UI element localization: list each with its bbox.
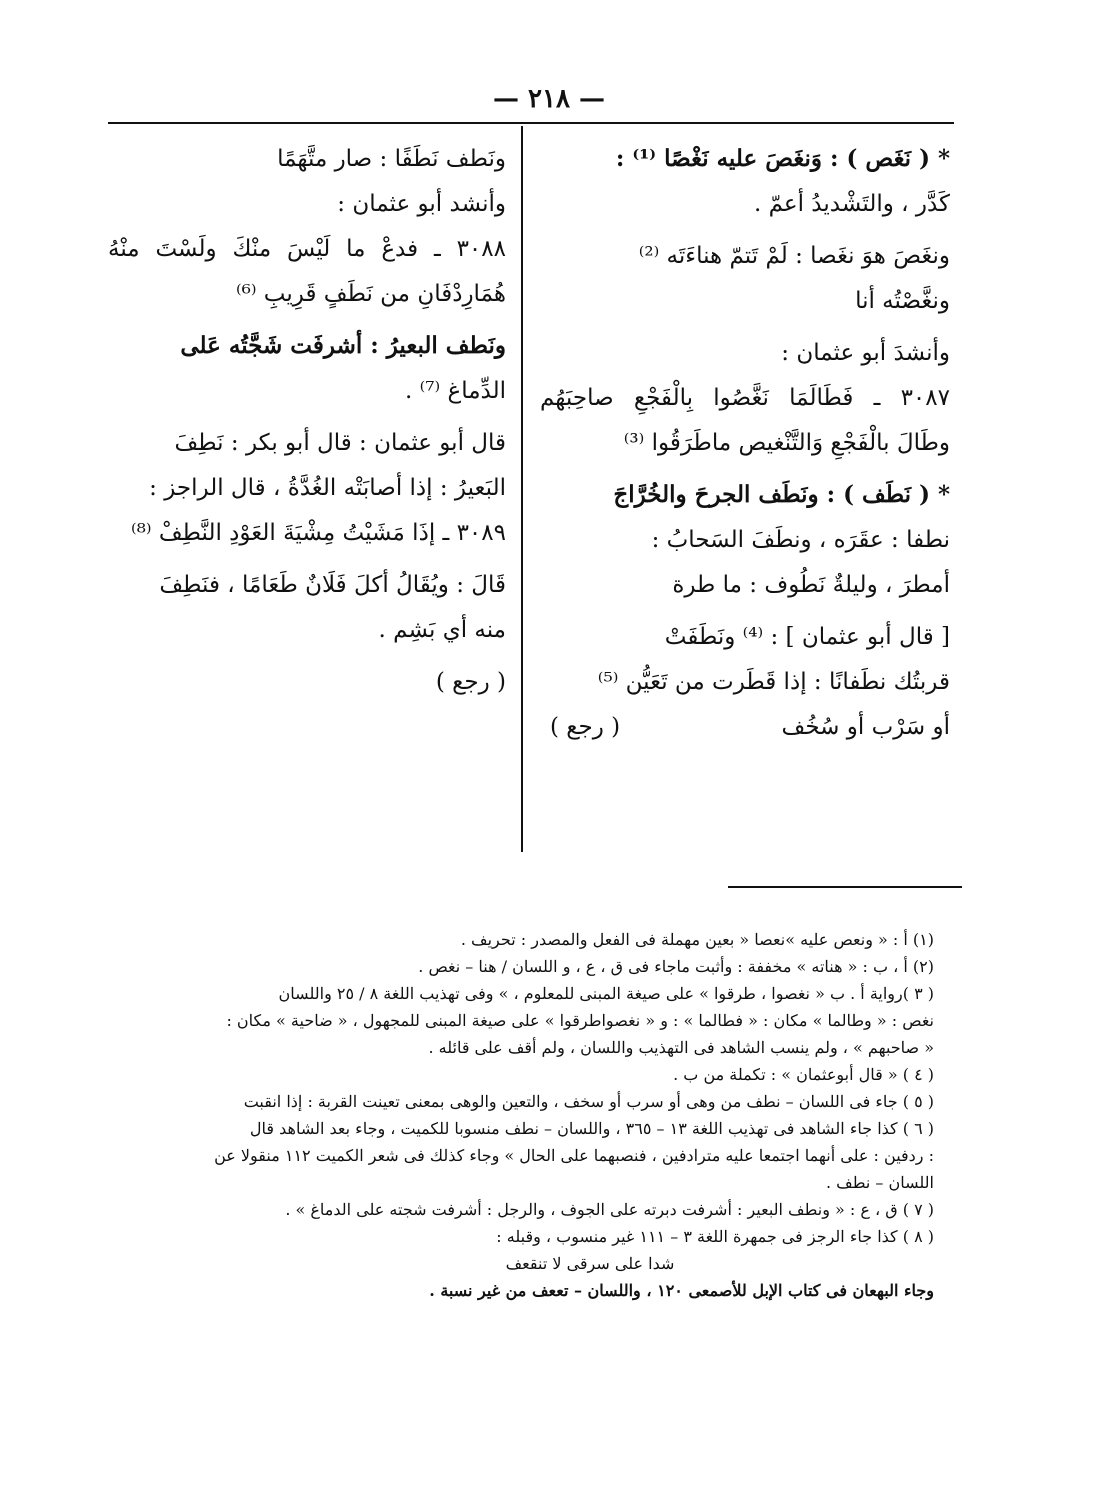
return-marker: ( رجع ) bbox=[435, 669, 506, 695]
footnote-8: ( ٨ ) كذا جاء الرجز فى جمهرة اللغة ٣ – ١١١ غير منسوب ، وقبله : bbox=[496, 1227, 934, 1246]
page-number: — ٢١٨ — bbox=[492, 84, 606, 114]
footnote-5: ( ٥ ) جاء فى اللسان – نطف من وهى أو سرب أو سخف ، والتعين والوهى بمعنى تعينت القربة : إذا انقبت bbox=[243, 1092, 934, 1111]
text-line: البَعيرُ : إذا أصابَتْه الغُدَّةُ ، قال الراجز : bbox=[149, 475, 506, 501]
footnote-6-cont: : ردفين : على أنهما اجتمعا عليه مترادفين ، فنصبهما على الحال » وجاء كذلك فى شعر الكميت ١١٢ منقولا عن bbox=[214, 1146, 934, 1165]
text-line: ونغَصَ هوَ نغَصا : لَمْ تَتمّ هناءَتَه ⁽²⁾ bbox=[638, 243, 950, 269]
footnote-3-cont: نغص : « وطالما » مكان : « فطالما » : و « نغصواطرقوا » على صيغة المبنى للمجهول ، « ضاحية » مكان : bbox=[226, 1011, 934, 1030]
text-line: ونَطف البعيرُ : أشرفَت شَجَّتُه عَلى bbox=[180, 332, 506, 359]
footnotes bbox=[126, 926, 934, 1304]
footnote-8-verse: شدا على سرقى لا تنقعف bbox=[505, 1254, 675, 1273]
verse-3088-second: هُمَارِدْفَانِ من نَطَفٍ قَرِيبِ ⁽⁶⁾ bbox=[235, 281, 506, 307]
footnote-6: ( ٦ ) كذا جاء الشاهد فى تهذيب اللغة ١٣ – ٣٦٥ ، واللسان – نطف منسوبا للكميت ، وجاء بعد الشاهد قال bbox=[249, 1119, 934, 1138]
text-line: [ قال أبو عثمان ] : ⁽⁴⁾ ونَطَفَتْ bbox=[664, 624, 950, 650]
entry-heading-naghas: * ( نَغَص ) : وَنغَصَ عليه نَغْصًا ⁽¹⁾ : bbox=[615, 145, 950, 172]
column-divider bbox=[521, 126, 523, 852]
footnote-4: ( ٤ ) « قال أبوعثمان » : تكملة من ب . bbox=[673, 1065, 934, 1084]
header-rule bbox=[108, 122, 954, 124]
text-line: وأنشد أبو عثمان : bbox=[337, 191, 506, 217]
left-column bbox=[108, 140, 506, 708]
footnote-6-cont: اللسان – نطف . bbox=[826, 1173, 934, 1192]
footnote-8-cont: وجاء البهعان فى كتاب الإبل للأصمعى ١٢٠ ، واللسان – تععف من غير نسبة . bbox=[429, 1281, 934, 1300]
footnote-3-cont: « صاحبهم » ، ولم ينسب الشاهد فى التهذيب واللسان ، ولم أقف على قائله . bbox=[428, 1038, 934, 1057]
text-line: قربتُك نطَفانًا : إذا قَطَرت من تَعَيُّن ⁽⁵⁾ bbox=[597, 669, 950, 695]
footnote-3: ( ٣ )رواية أ . ب « نغصوا ، طرقوا » على صيغة المبنى للمعلوم ، » وفى تهذيب اللغة ٨ / ٢٥ واللسان bbox=[278, 984, 934, 1003]
verse-3087-second: وطَالَ بالْفَجْعِ وَالتَّنْغيص ماطَرَقُوا ⁽³⁾ bbox=[623, 430, 950, 456]
entry-heading-natafa: * ( نَطَف ) : ونَطَف الجرحَ والخُرَّاجَ bbox=[613, 481, 950, 508]
footnote-7: ( ٧ ) ق ، ع : « ونطف البعير : أشرفت دبرته على الجوف ، والرجل : أشرفت شجته على الدماغ » . bbox=[285, 1200, 934, 1219]
return-marker: ( رجع ) bbox=[550, 714, 621, 740]
text-line: منه أي بَشِم . bbox=[378, 617, 506, 643]
footnote-2: (٢) أ ، ب : « هناته » مخففة : وأثبت ماجاء فى ق ، ع ، و اللسان / هنا – نغص . bbox=[418, 957, 934, 976]
footnote-1: (١) أ : « ونعص عليه »نعصا « بعين مهملة فى الفعل والمصدر : تحريف . bbox=[460, 930, 934, 949]
text-line: كَدَّر ، والتَشْديدُ أعمّ . bbox=[753, 191, 950, 217]
verse-3088-first: ٣٠٨٨ ـ فدعْ ما لَيْسَ منْكَ ولَسْتَ منْهُ bbox=[108, 236, 506, 262]
text-line: ونَطف نَطَفًا : صار متَّهَمًا bbox=[277, 146, 506, 172]
verse-3087-first: ٣٠٨٧ ـ فَطَالَمَا نَغَّصُوا بِالْفَجْعِ صاحِبَهُم bbox=[540, 385, 950, 411]
text-line: قال أبو عثمان : قال أبو بكر : نَطِفَ bbox=[174, 430, 506, 456]
text-line: قَالَ : ويُقَالُ أكلَ فَلَانٌ طَعَامًا ، فنَطِفَ bbox=[159, 572, 506, 598]
text-line: أمطرَ ، وليلةٌ نَطُوف : ما طرة bbox=[672, 572, 950, 598]
text-line: ونغَّصْتُه أنا bbox=[855, 288, 950, 314]
text-line: نطفا : عقَرَه ، ونطَفَ السَحابُ : bbox=[651, 527, 950, 553]
text-line: الدِّماغ ⁽⁷⁾ . bbox=[405, 378, 506, 404]
right-column bbox=[540, 140, 950, 753]
text-line: وأنشدَ أبو عثمان : bbox=[781, 340, 950, 366]
text-line-with-reference bbox=[540, 708, 950, 746]
verse-3089: ٣٠٨٩ ـ إذَا مَشَيْتُ مِشْيَةَ العَوْدِ النَّطِفْ ⁽⁸⁾ bbox=[130, 520, 506, 546]
footnote-rule bbox=[728, 886, 962, 888]
text-line: أو سَرْب أو سُخُف bbox=[781, 714, 950, 740]
